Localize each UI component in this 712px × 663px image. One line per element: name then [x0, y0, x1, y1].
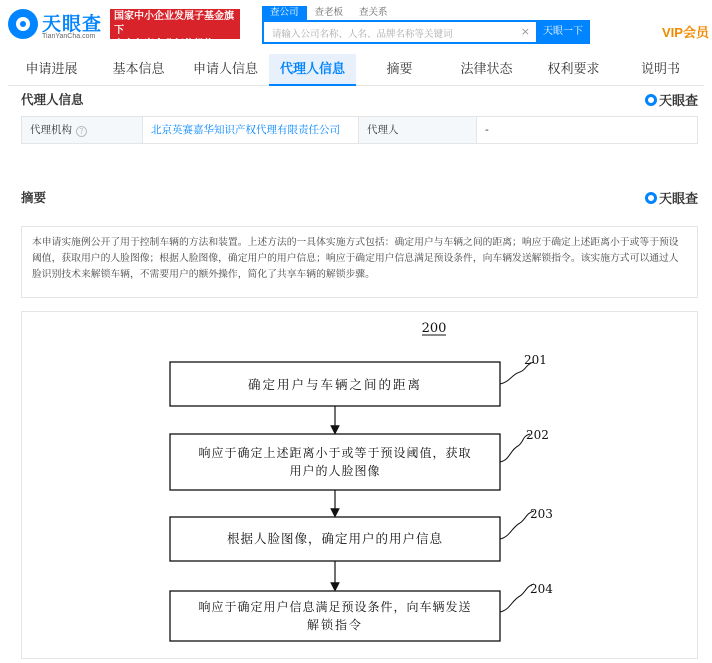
logo-eye-icon — [8, 9, 38, 39]
search-button[interactable]: 天眼一下 — [536, 20, 590, 44]
agent-org-label-cell — [22, 117, 143, 143]
callout-204 — [500, 584, 534, 612]
figure-label: 200 — [421, 321, 447, 336]
flowchart-diagram — [22, 312, 699, 660]
step-204-text-line-2: 解锁指令 — [306, 618, 364, 632]
step-203-number: 203 — [530, 507, 553, 521]
tab-applicant-info[interactable]: 申请人信息 — [192, 62, 258, 77]
site-header — [0, 0, 712, 52]
tab-application-progress[interactable]: 申请进展 — [25, 62, 78, 77]
step-202-number: 202 — [526, 428, 549, 442]
watermark-text: 天眼查 — [658, 94, 698, 109]
search-tab-boss[interactable]: 查老板 — [314, 7, 344, 18]
abstract-section-watermark — [645, 188, 698, 207]
vip-link[interactable]: VIP会员 — [662, 25, 709, 40]
tab-agent-info[interactable]: 代理人信息 — [269, 54, 356, 85]
tianyancha-logo-icon — [645, 94, 657, 106]
promo-line-1: 国家中小企业发展子基金旗下 — [114, 11, 234, 36]
agent-value: - — [485, 124, 489, 136]
step-204-number: 204 — [530, 582, 553, 596]
agent-label: 代理人 — [359, 117, 477, 143]
search-tabs — [262, 6, 396, 20]
abstract-text: 本申请实施例公开了用于控制车辆的方法和装置。上述方法的一具体实施方式包括：确定用户与车辆之间的距离；响应于确定上述距离小于或等于预设阈值，获取用户的人脸图像；根据人脸图像，确定用户的用户信息；响应于确定用户信息满足预设条件，向车辆发送解锁指令。该实施方式可以通过人脸识别技术来解锁车辆，不需要用户的额外操作，简化了共享车辆的解锁步骤。 — [21, 226, 698, 298]
abstract-figure — [21, 311, 698, 659]
tianyancha-logo-icon — [645, 192, 657, 204]
tab-claims[interactable]: 权利要求 — [547, 62, 600, 77]
step-202-text-line-1: 响应于确定上述距离小于或等于预设阈值，获取 — [198, 446, 472, 460]
tab-legal-status[interactable]: 法律状态 — [460, 62, 513, 77]
step-box-204 — [170, 591, 500, 641]
promo-banner[interactable] — [110, 9, 240, 50]
step-204-text-line-1: 响应于确定用户信息满足预设条件，向车辆发送 — [198, 600, 472, 614]
search-tab-relation[interactable]: 查关系 — [359, 7, 388, 18]
step-202-text-line-2: 用户的人脸图像 — [289, 464, 381, 478]
callout-203 — [500, 511, 534, 539]
step-203-text: 根据人脸图像，确定用户的用户信息 — [226, 531, 444, 546]
help-icon[interactable]: ? — [76, 126, 87, 137]
logo-domain: TianYanCha.com — [42, 33, 96, 40]
agent-section-title: 代理人信息 — [21, 92, 84, 107]
tab-abstract[interactable]: 摘要 — [386, 62, 413, 77]
agent-table — [21, 116, 698, 144]
watermark-text: 天眼查 — [658, 192, 698, 207]
agent-section-watermark — [645, 90, 698, 109]
tab-description[interactable]: 说明书 — [640, 62, 680, 77]
step-201-text: 确定用户与车辆之间的距离 — [247, 377, 423, 392]
step-box-202 — [170, 434, 500, 490]
abstract-section-title: 摘要 — [21, 190, 47, 205]
promo-line-2: 官方备案企业征信机构 — [114, 39, 214, 50]
search-placeholder: 请输入公司名称、人名、品牌名称等关键词 — [272, 29, 453, 40]
agent-org-value[interactable]: 北京英赛嘉华知识产权代理有限责任公司 — [143, 117, 359, 143]
step-201-number: 201 — [524, 353, 547, 367]
tab-basic-info[interactable]: 基本信息 — [112, 62, 165, 77]
logo-text: 天眼查 — [42, 13, 103, 35]
detail-nav — [8, 54, 704, 86]
agent-org-label: 代理机构 — [30, 124, 72, 136]
search-input[interactable] — [262, 20, 536, 44]
site-logo[interactable] — [8, 9, 108, 41]
clear-icon[interactable]: × — [520, 25, 530, 38]
search-tab-company[interactable]: 查公司 — [262, 6, 307, 20]
